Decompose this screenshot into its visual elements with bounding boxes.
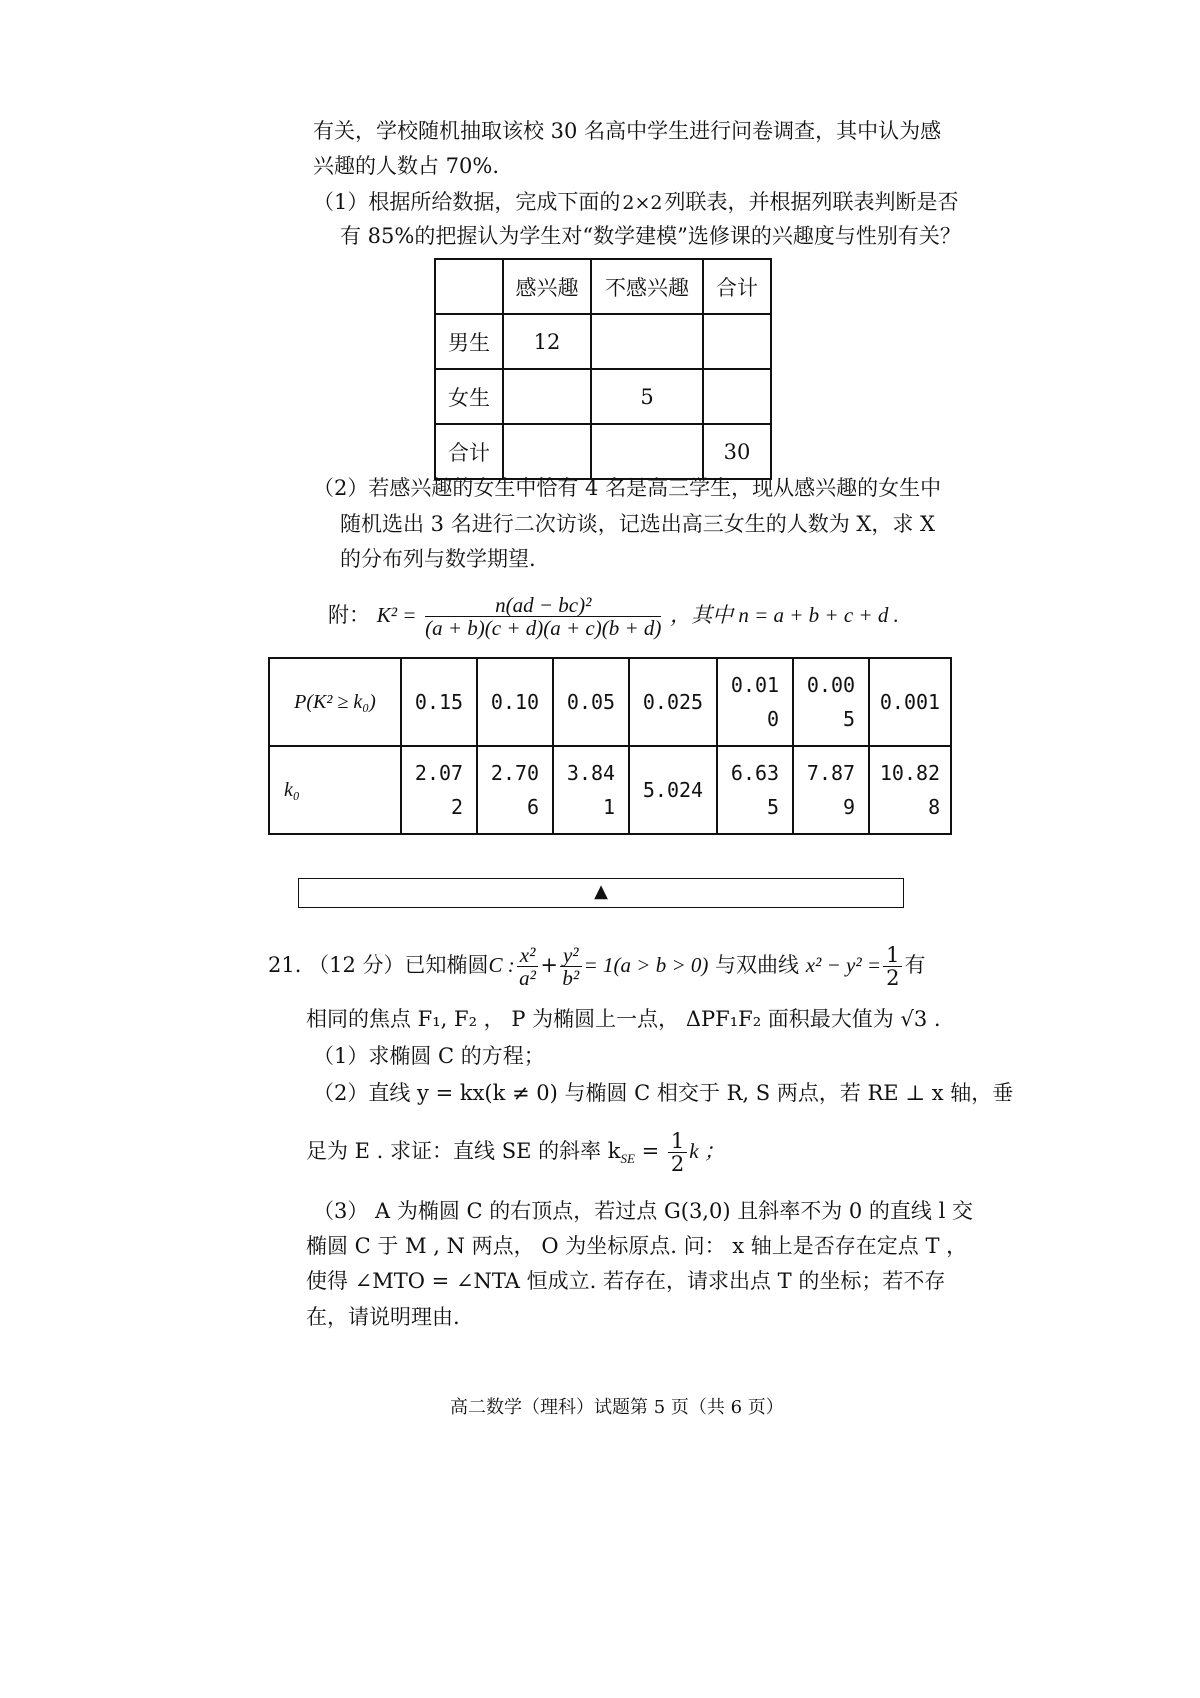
intro-line-1: 有关，学校随机抽取该校 30 名高中学生进行问卷调查，其中认为感	[313, 119, 942, 143]
table-cell: 0.10	[477, 658, 553, 746]
table-cell: 合计	[703, 259, 771, 314]
table-cell: 7.87 9	[793, 746, 869, 834]
formula-lhs: K² =	[376, 603, 417, 627]
question-21-part-3-line-1: （3） A 为椭圆 C 的右顶点，若过点 G(3,0) 且斜率不为 0 的直线 l 交	[313, 1199, 973, 1223]
table-cell: 2.07 2	[401, 746, 477, 834]
table-row	[269, 746, 951, 834]
formula-numerator: n(ad − bc)²	[425, 594, 661, 617]
q21-score: （12 分）已知椭圆	[308, 953, 489, 977]
table-cell	[591, 424, 703, 479]
p-row-label: P(K² ≥ k₀)	[269, 658, 401, 746]
table-row	[269, 658, 951, 746]
table-cell	[503, 424, 591, 479]
question-1-line-2: 有 85%的把握认为学生对“数学建模”选修课的兴趣度与性别有关？	[340, 224, 961, 248]
question-21-part-3-line-3: 使得 ∠MTO = ∠NTA 恒成立. 若存在，请求出点 T 的坐标；若不存	[306, 1269, 946, 1293]
table-cell	[703, 314, 771, 369]
table-cell: 女生	[435, 369, 503, 424]
question-2-line-2: 随机选出 3 名进行二次访谈，记选出高三女生的人数为 X，求 X	[340, 512, 935, 536]
q21-ellipse-c: C :	[488, 953, 515, 977]
formula-label: 附：	[328, 603, 370, 627]
formula-denominator: (a + b)(c + d)(a + c)(b + d)	[425, 616, 662, 640]
table-cell: 6.63 5	[717, 746, 793, 834]
question-2-line-1: （2）若感兴趣的女生中恰有 4 名是高三学生，现从感兴趣的女生中	[313, 476, 942, 500]
table-cell	[703, 369, 771, 424]
k-squared-formula	[328, 590, 899, 640]
x2-over-a2: $\frac{\text{x²}}{\text{a²}}$	[517, 944, 539, 989]
half-fraction: $\frac{1}{2}$	[883, 944, 902, 989]
table-cell: 0.01 0	[717, 658, 793, 746]
table-cell: 感兴趣	[503, 259, 591, 314]
q21-number: 21.	[268, 953, 302, 977]
question-21-part-2-line-1: （2）直线 y = kx(k ≠ 0) 与椭圆 C 相交于 R, S 两点，若 RE ⊥ x 轴，垂	[313, 1081, 1014, 1105]
table-cell: 合计	[435, 424, 503, 479]
contingency-header-row	[435, 259, 771, 314]
question-21-part-3-line-2: 椭圆 C 于 M , N 两点， O 为坐标原点. 问： x 轴上是否存在定点 T ，	[306, 1234, 968, 1258]
table-cell: 2.70 6	[477, 746, 553, 834]
table-row	[435, 424, 771, 479]
question-21-line-2: 相同的焦点 F₁, F₂ ， P 为椭圆上一点， ΔPF₁F₂ 面积最大值为 √3 .	[306, 1007, 941, 1031]
half-fraction: $\frac{1}{2}$	[668, 1130, 687, 1175]
table-cell: 3.84 1	[553, 746, 629, 834]
q21-end: 有	[904, 953, 926, 977]
table-cell: 0.15	[401, 658, 477, 746]
y2-over-b2: $\frac{\text{y²}}{\text{b²}}$	[560, 944, 582, 989]
table-row	[435, 314, 771, 369]
question-21-part-3-line-4: 在，请说明理由.	[306, 1305, 460, 1329]
table-cell: 0.00 5	[793, 658, 869, 746]
table-cell: 不感兴趣	[591, 259, 703, 314]
formula-fraction	[425, 594, 661, 639]
question-21-part-2-line-2: 足为 E . 求证：直线 SE 的斜率 $k_{SE}$ = $\frac{1}{2}$ k ；	[306, 1129, 725, 1176]
formula-tail: ，其中 n = a + b + c + d .	[670, 603, 899, 627]
table-cell	[591, 314, 703, 369]
q21-mid: 与双曲线	[715, 953, 800, 977]
table-cell: 5.024	[629, 746, 717, 834]
table-cell: 0.001	[869, 658, 951, 746]
table-row	[435, 369, 771, 424]
q1-suffix: 列联表，并根据列联表判断是否	[664, 190, 959, 214]
critical-value-table	[268, 657, 952, 835]
table-cell	[503, 369, 591, 424]
q21-hyperbola: x² − y² =	[805, 953, 882, 977]
question-21-line-1: 21. （12 分）已知椭圆C : $\frac{\text{x²}}{\text{a²}}$ + $\frac{\text{y²}}{\text{b²}}$ = 1(a > b > 0) 与双曲线 x² − y² = $\frac{1}{2}$ 有	[268, 943, 926, 990]
table-cell: 5	[591, 369, 703, 424]
q1-grid-size: 2×2	[622, 192, 663, 214]
table-cell	[435, 259, 503, 314]
question-1-line-1	[313, 189, 958, 216]
q21-eq-tail: = 1(a > b > 0)	[583, 953, 709, 977]
table-cell: 30	[703, 424, 771, 479]
table-cell: 男生	[435, 314, 503, 369]
table-cell: 10.82 8	[869, 746, 951, 834]
table-cell: 0.025	[629, 658, 717, 746]
triangle-icon: ▲	[594, 881, 608, 902]
intro-line-2: 兴趣的人数占 70%.	[313, 154, 500, 178]
question-21-part-1: （1）求椭圆 C 的方程；	[313, 1044, 545, 1068]
answer-marker-box	[298, 878, 904, 908]
page-footer: 高二数学（理科）试题第 5 页（共 6 页）	[450, 1397, 784, 1418]
q1-prefix: （1）根据所给数据，完成下面的	[313, 190, 621, 214]
table-cell: 0.05	[553, 658, 629, 746]
table-cell: 12	[503, 314, 591, 369]
k-row-label: k₀	[269, 746, 401, 834]
contingency-table	[434, 258, 772, 480]
question-2-line-3: 的分布列与数学期望.	[340, 547, 536, 571]
